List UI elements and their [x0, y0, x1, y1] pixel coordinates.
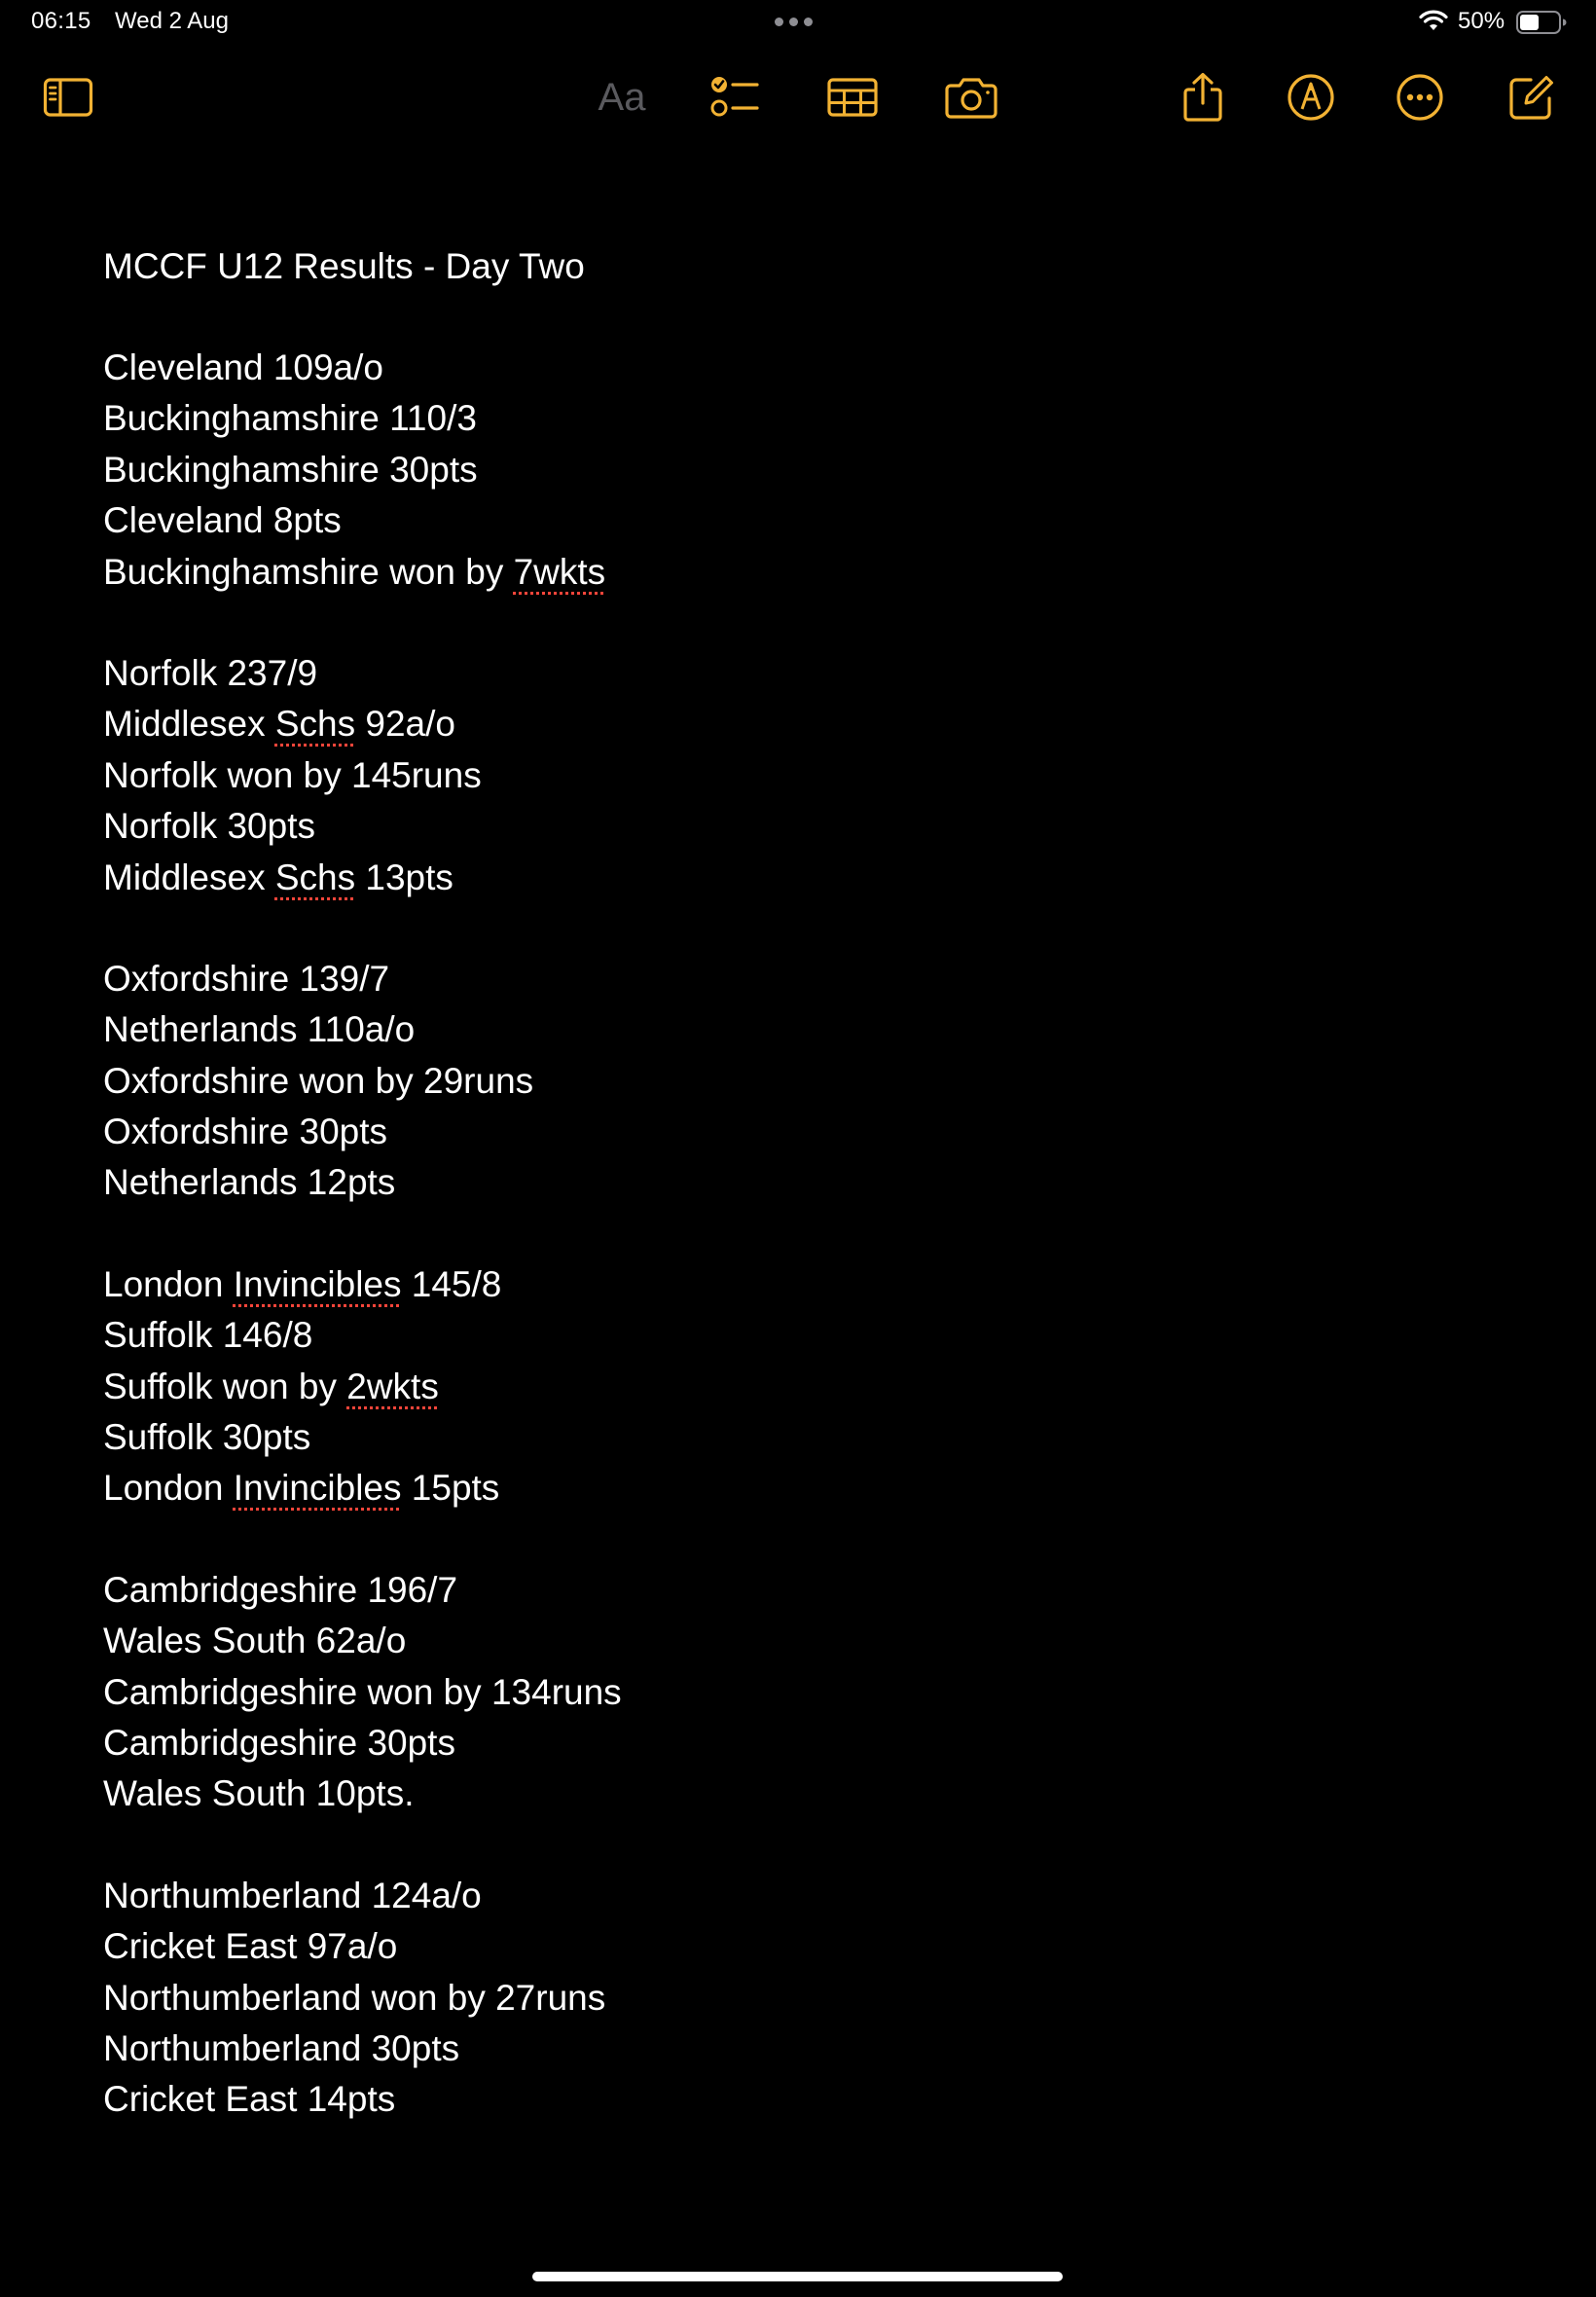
sidebar-toggle-button[interactable]	[41, 70, 95, 125]
line-text: Netherlands 12pts	[103, 1162, 396, 1203]
checklist-icon	[710, 74, 761, 121]
note-line[interactable]	[103, 495, 1466, 546]
camera-button[interactable]	[944, 70, 998, 125]
line-text: Middlesex	[103, 857, 275, 897]
note-line[interactable]	[103, 1107, 1466, 1157]
line-text: London	[103, 1263, 234, 1304]
note-line[interactable]	[103, 1463, 1466, 1513]
line-text: Buckinghamshire 30pts	[103, 449, 478, 490]
note-line[interactable]	[103, 1362, 1466, 1412]
misspelled-word: Invincibles	[233, 1468, 402, 1509]
battery-icon	[1516, 11, 1567, 34]
line-text: Buckinghamshire won by	[103, 551, 514, 592]
note-title[interactable]: MCCF U12 Results - Day Two	[103, 246, 585, 286]
line-text: Suffolk 30pts	[103, 1417, 311, 1458]
battery-percentage: 50%	[1458, 8, 1505, 34]
note-line[interactable]	[103, 1157, 1466, 1208]
line-text: Suffolk 146/8	[103, 1315, 313, 1356]
line-text: Cambridgeshire 196/7	[103, 1569, 458, 1610]
note-line[interactable]	[103, 1718, 1466, 1768]
wifi-icon	[1419, 10, 1448, 33]
more-options-button[interactable]	[1393, 70, 1447, 125]
note-line[interactable]	[103, 1667, 1466, 1718]
line-text: Cricket East 14pts	[103, 2079, 396, 2120]
line-text: Oxfordshire 30pts	[103, 1112, 388, 1152]
status-date: Wed 2 Aug	[115, 8, 229, 34]
note-line[interactable]	[103, 1004, 1466, 1055]
line-text: Northumberland 124a/o	[103, 1875, 482, 1915]
note-body[interactable]	[103, 241, 1466, 2126]
compose-icon	[1507, 73, 1556, 122]
note-line[interactable]	[103, 648, 1466, 699]
match-block	[103, 1259, 1466, 1514]
match-block	[103, 954, 1466, 1209]
note-line[interactable]	[103, 343, 1466, 393]
note-line[interactable]	[103, 699, 1466, 749]
line-text: London	[103, 1468, 234, 1509]
multitasking-dots-icon[interactable]	[775, 18, 813, 26]
line-text: Cleveland 8pts	[103, 500, 342, 541]
line-text: 92a/o	[355, 704, 455, 745]
note-line[interactable]	[103, 954, 1466, 1004]
note-blocks	[103, 343, 1466, 2126]
match-block	[103, 648, 1466, 903]
line-text: Suffolk won by	[103, 1366, 347, 1406]
line-text: Northumberland 30pts	[103, 2027, 460, 2068]
note-line[interactable]	[103, 1310, 1466, 1361]
markup-pen-icon	[1287, 73, 1335, 122]
note-line[interactable]	[103, 2024, 1466, 2074]
line-text: Cambridgeshire won by 134runs	[103, 1671, 622, 1712]
misspelled-word: Schs	[274, 857, 356, 897]
line-text: Cleveland 109a/o	[103, 347, 383, 387]
line-text: 145/8	[401, 1263, 502, 1304]
note-line[interactable]	[103, 1565, 1466, 1616]
note-line[interactable]	[103, 1768, 1466, 1819]
line-text: Wales South 62a/o	[103, 1621, 407, 1661]
note-line[interactable]	[103, 1259, 1466, 1310]
line-text: Norfolk 30pts	[103, 806, 315, 847]
misspelled-word: 2wkts	[346, 1366, 439, 1406]
line-text: 15pts	[401, 1468, 500, 1509]
table-icon	[827, 77, 878, 118]
line-text: Middlesex	[103, 704, 275, 745]
note-line[interactable]	[103, 445, 1466, 495]
compose-button[interactable]	[1505, 70, 1559, 125]
format-text-button[interactable]: Aa	[598, 75, 646, 119]
checklist-button[interactable]	[708, 70, 763, 125]
line-text: 13pts	[355, 857, 453, 897]
status-bar	[0, 0, 1596, 47]
note-line[interactable]	[103, 801, 1466, 852]
line-text: Oxfordshire 139/7	[103, 958, 390, 999]
status-time: 06:15	[31, 8, 91, 34]
note-line[interactable]	[103, 2074, 1466, 2125]
misspelled-word: Invincibles	[233, 1263, 402, 1304]
line-text: Cricket East 97a/o	[103, 1926, 398, 1967]
line-text: Netherlands 110a/o	[103, 1009, 416, 1050]
match-block	[103, 343, 1466, 598]
line-text: Norfolk won by 145runs	[103, 754, 482, 795]
match-block	[103, 1871, 1466, 2126]
note-line[interactable]	[103, 853, 1466, 903]
note-line[interactable]	[103, 1973, 1466, 2024]
sidebar-toggle-icon	[43, 77, 93, 118]
line-text: Buckinghamshire 110/3	[103, 398, 477, 439]
share-button[interactable]	[1176, 70, 1230, 125]
misspelled-word: Schs	[274, 704, 356, 745]
line-text: Wales South 10pts.	[103, 1773, 415, 1814]
ellipsis-circle-icon	[1396, 73, 1444, 122]
note-line[interactable]	[103, 393, 1466, 444]
markup-button[interactable]	[1284, 70, 1338, 125]
note-line[interactable]	[103, 1412, 1466, 1463]
camera-icon	[945, 76, 998, 119]
note-line[interactable]	[103, 547, 1466, 598]
table-button[interactable]	[825, 70, 880, 125]
misspelled-word: 7wkts	[513, 551, 606, 592]
match-block	[103, 1565, 1466, 1820]
line-text: Oxfordshire won by 29runs	[103, 1060, 534, 1101]
note-line[interactable]	[103, 1056, 1466, 1107]
note-line[interactable]	[103, 1871, 1466, 1921]
line-text: Cambridgeshire 30pts	[103, 1722, 455, 1763]
note-line[interactable]	[103, 1616, 1466, 1666]
line-text: Norfolk 237/9	[103, 652, 318, 693]
share-icon	[1181, 72, 1224, 123]
note-line[interactable]	[103, 1921, 1466, 1972]
home-indicator[interactable]	[532, 2272, 1063, 2281]
line-text: Northumberland won by 27runs	[103, 1977, 606, 2018]
note-line[interactable]	[103, 750, 1466, 801]
